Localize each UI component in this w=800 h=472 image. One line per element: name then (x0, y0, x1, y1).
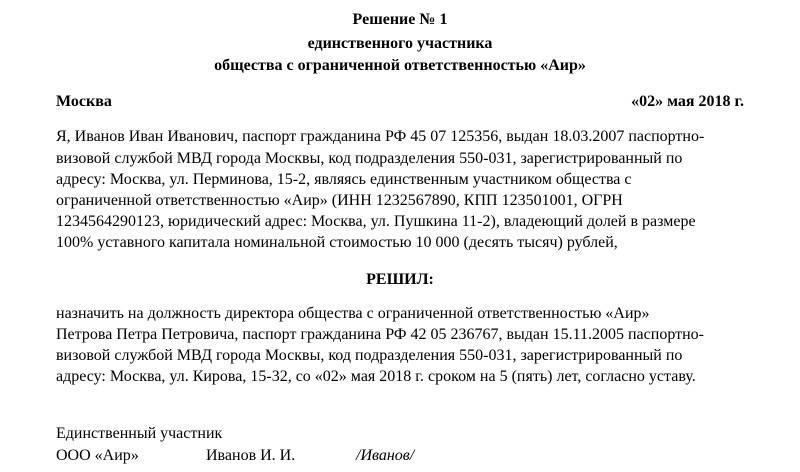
document-subtitle: единственного участника (307, 35, 493, 52)
preamble-line: 1234564290123, юридический адрес: Москва, ул. Пушкина 11-2), владеющий долей в размере (56, 213, 696, 230)
preamble-line: адресу: Москва, ул. Перминова, 15-2, являясь единственным участником общества с (56, 171, 632, 188)
decision-heading: РЕШИЛ: (366, 271, 434, 288)
signature-company: ООО «Аир» (56, 447, 139, 464)
document-city: Москва (56, 93, 112, 110)
signature-mark: /Иванов/ (356, 447, 415, 464)
signature-name: Иванов И. И. (206, 447, 296, 464)
preamble-line: визовой службой МВД города Москвы, код подразделения 550-031, зарегистрированный по (56, 150, 683, 167)
decision-line: визовой службой МВД города Москвы, код подразделения 550-031, зарегистрированный по (56, 347, 683, 364)
preamble-line: ограниченной ответственностью «Аир» (ИНН 1232567890, КПП 123501001, ОГРН (56, 192, 623, 209)
preamble-line: 100% уставного капитала номинальной стоимостью 10 000 (десять тысяч) рублей, (56, 234, 618, 251)
decision-line: адресу: Москва, ул. Кирова, 15-32, со «02» мая 2018 г. сроком на 5 (пять) лет, согласно уставу. (56, 368, 696, 385)
decision-line: Петрова Петра Петровича, паспорт гражданина РФ 42 05 236767, выдан 15.11.2005 паспортно- (56, 326, 704, 343)
document-date: «02» мая 2018 г. (631, 93, 744, 110)
decision-line: назначить на должность директора общества с ограниченной ответственностью «Аир» (56, 305, 650, 322)
signature-role: Единственный участник (56, 425, 223, 442)
document-company-line: общества с ограниченной ответственностью «Аир» (214, 57, 586, 74)
document-title: Решение № 1 (352, 11, 448, 28)
preamble-line: Я, Иванов Иван Иванович, паспорт гражданина РФ 45 07 125356, выдан 18.03.2007 паспортно- (56, 128, 705, 145)
